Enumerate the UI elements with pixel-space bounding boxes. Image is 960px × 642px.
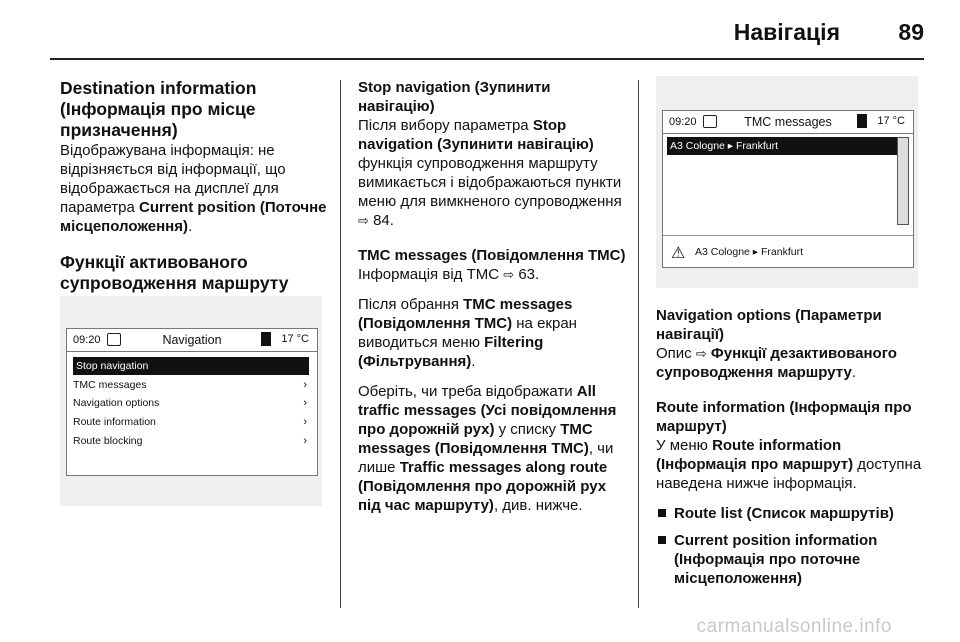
text: Оберіть, чи треба відображати (358, 383, 577, 400)
text: у списку (494, 421, 561, 438)
tmc-screen-figure (656, 76, 918, 288)
temperature: 17 °C (281, 333, 309, 345)
tmc-message-item-selected[interactable]: A3 Cologne ▸ Frankfurt (667, 137, 902, 155)
column-1 (60, 78, 332, 294)
page-reference[interactable]: 63 (518, 266, 535, 283)
text: функція супроводження маршруту вимикається і відображаються пункти меню для вимкненого супроводження (358, 155, 622, 210)
clock-time: 09:20 (73, 334, 101, 346)
header-rule (50, 58, 924, 60)
column-divider (340, 80, 341, 608)
menu-item-label: TMC messages (73, 379, 147, 391)
menu-term: All traffic messages (Усі повідомлення про дорожній рух) (358, 383, 617, 438)
tmc-screen (662, 110, 914, 268)
scrollbar[interactable] (897, 137, 909, 225)
paragraph (358, 116, 630, 230)
column-2 (358, 78, 630, 526)
menu-item-route-blocking[interactable] (73, 432, 309, 450)
navigation-screen (66, 328, 318, 476)
text: . (389, 212, 394, 229)
text: . (471, 353, 476, 370)
menu-term: Stop navigation (Зупинити навігацію) (358, 117, 594, 153)
thermometer-icon (261, 332, 271, 346)
menu-term: TMC messages (Повідомлення TMC) (358, 421, 593, 457)
menu-item-stop-navigation[interactable] (73, 357, 309, 375)
page-reference[interactable]: 84 (373, 212, 390, 229)
status-bar (663, 111, 913, 134)
paragraph (358, 265, 630, 284)
paragraph (358, 295, 630, 371)
text: У меню (656, 437, 713, 454)
text: Після вибору параметра (358, 117, 533, 134)
text: . (535, 266, 540, 283)
text: , див. нижче. (493, 497, 583, 514)
menu-item-label: Stop navigation (76, 360, 149, 372)
menu-term[interactable]: Функції дезактивованого супроводження маршруту (656, 345, 897, 381)
page-number: 89 (898, 19, 924, 45)
section-heading-destination: Destination information (Інформація про місце призначення) (60, 78, 257, 140)
column-3 (656, 306, 924, 596)
section-heading-route-information: Route information (Інформація про маршрут) (656, 399, 912, 435)
section-heading-functions: Функції активованого супроводження маршруту (60, 252, 289, 293)
traffic-warning-icon: ⚠ (671, 245, 686, 262)
screen-title: Navigation (162, 333, 222, 347)
list-item: Current position information (Інформація про поточне місцеположення) (656, 531, 924, 588)
text: , чи лише (358, 440, 614, 476)
page-header-title: Навігація (733, 19, 840, 45)
text: Опис (656, 345, 696, 362)
menu-term: Route information (Інформація про маршрут) (656, 437, 854, 473)
paragraph (656, 344, 924, 382)
menu-term: Traffic messages along route (Повідомлення про дорожній рух під час маршруту) (358, 459, 608, 514)
chevron-right-icon: › (303, 416, 307, 428)
tmc-message-list (667, 137, 902, 223)
menu-item-tmc-messages[interactable] (73, 376, 309, 394)
menu-item-label: Navigation options (73, 397, 160, 409)
paragraph (358, 382, 630, 515)
menu-item-navigation-options[interactable] (73, 394, 309, 412)
text: на екран виводиться меню (358, 315, 577, 351)
text: доступна наведена нижче інформація. (656, 456, 922, 492)
screen-title: TMC messages (744, 115, 832, 129)
column-divider (638, 80, 639, 608)
text: Після обрання (358, 296, 464, 313)
section-heading-stop-navigation: Stop navigation (Зупинити навігацію) (358, 79, 551, 115)
menu-term: Filtering (Фільтрування) (358, 334, 544, 370)
bullet-list (656, 504, 924, 588)
menu-item-route-information[interactable] (73, 413, 309, 431)
temperature: 17 °C (877, 115, 905, 127)
menu-term: TMC messages (Повідомлення TMC) (358, 296, 573, 332)
status-bar (67, 329, 317, 352)
menu-item-label: Route information (73, 416, 156, 428)
chevron-right-icon: › (303, 379, 307, 391)
paragraph (656, 436, 924, 493)
section-heading-navigation-options: Navigation options (Параметри навігації) (656, 307, 882, 343)
page-reference-icon: ⇨ (358, 213, 369, 228)
menu-item-label: Route blocking (73, 435, 143, 447)
page-reference-icon: ⇨ (695, 346, 707, 361)
menu-term: Current position (Поточне місцеположення) (60, 199, 327, 235)
text: . (187, 218, 193, 235)
chevron-right-icon: › (303, 397, 307, 409)
thermometer-icon (857, 114, 867, 128)
tmc-message-detail (663, 235, 913, 266)
navigation-screen-figure (60, 296, 322, 506)
text: Відображувана інформація: не відрізняється від інформації, що відображається на дисплеї для параметра (60, 142, 286, 216)
chevron-right-icon: › (303, 435, 307, 447)
section-heading-tmc-messages: TMC messages (Повідомлення TMC) (358, 247, 626, 264)
tmc-detail-text: A3 Cologne ▸ Frankfurt (695, 246, 803, 258)
text: . (851, 364, 857, 381)
clock-time: 09:20 (669, 116, 697, 128)
list-item: Route list (Список маршрутів) (656, 504, 924, 523)
page-reference-icon: ⇨ (503, 267, 515, 282)
text: Інформація від TMC (358, 266, 504, 283)
paragraph (60, 141, 332, 236)
watermark: carmanualsonline.info (696, 616, 892, 637)
